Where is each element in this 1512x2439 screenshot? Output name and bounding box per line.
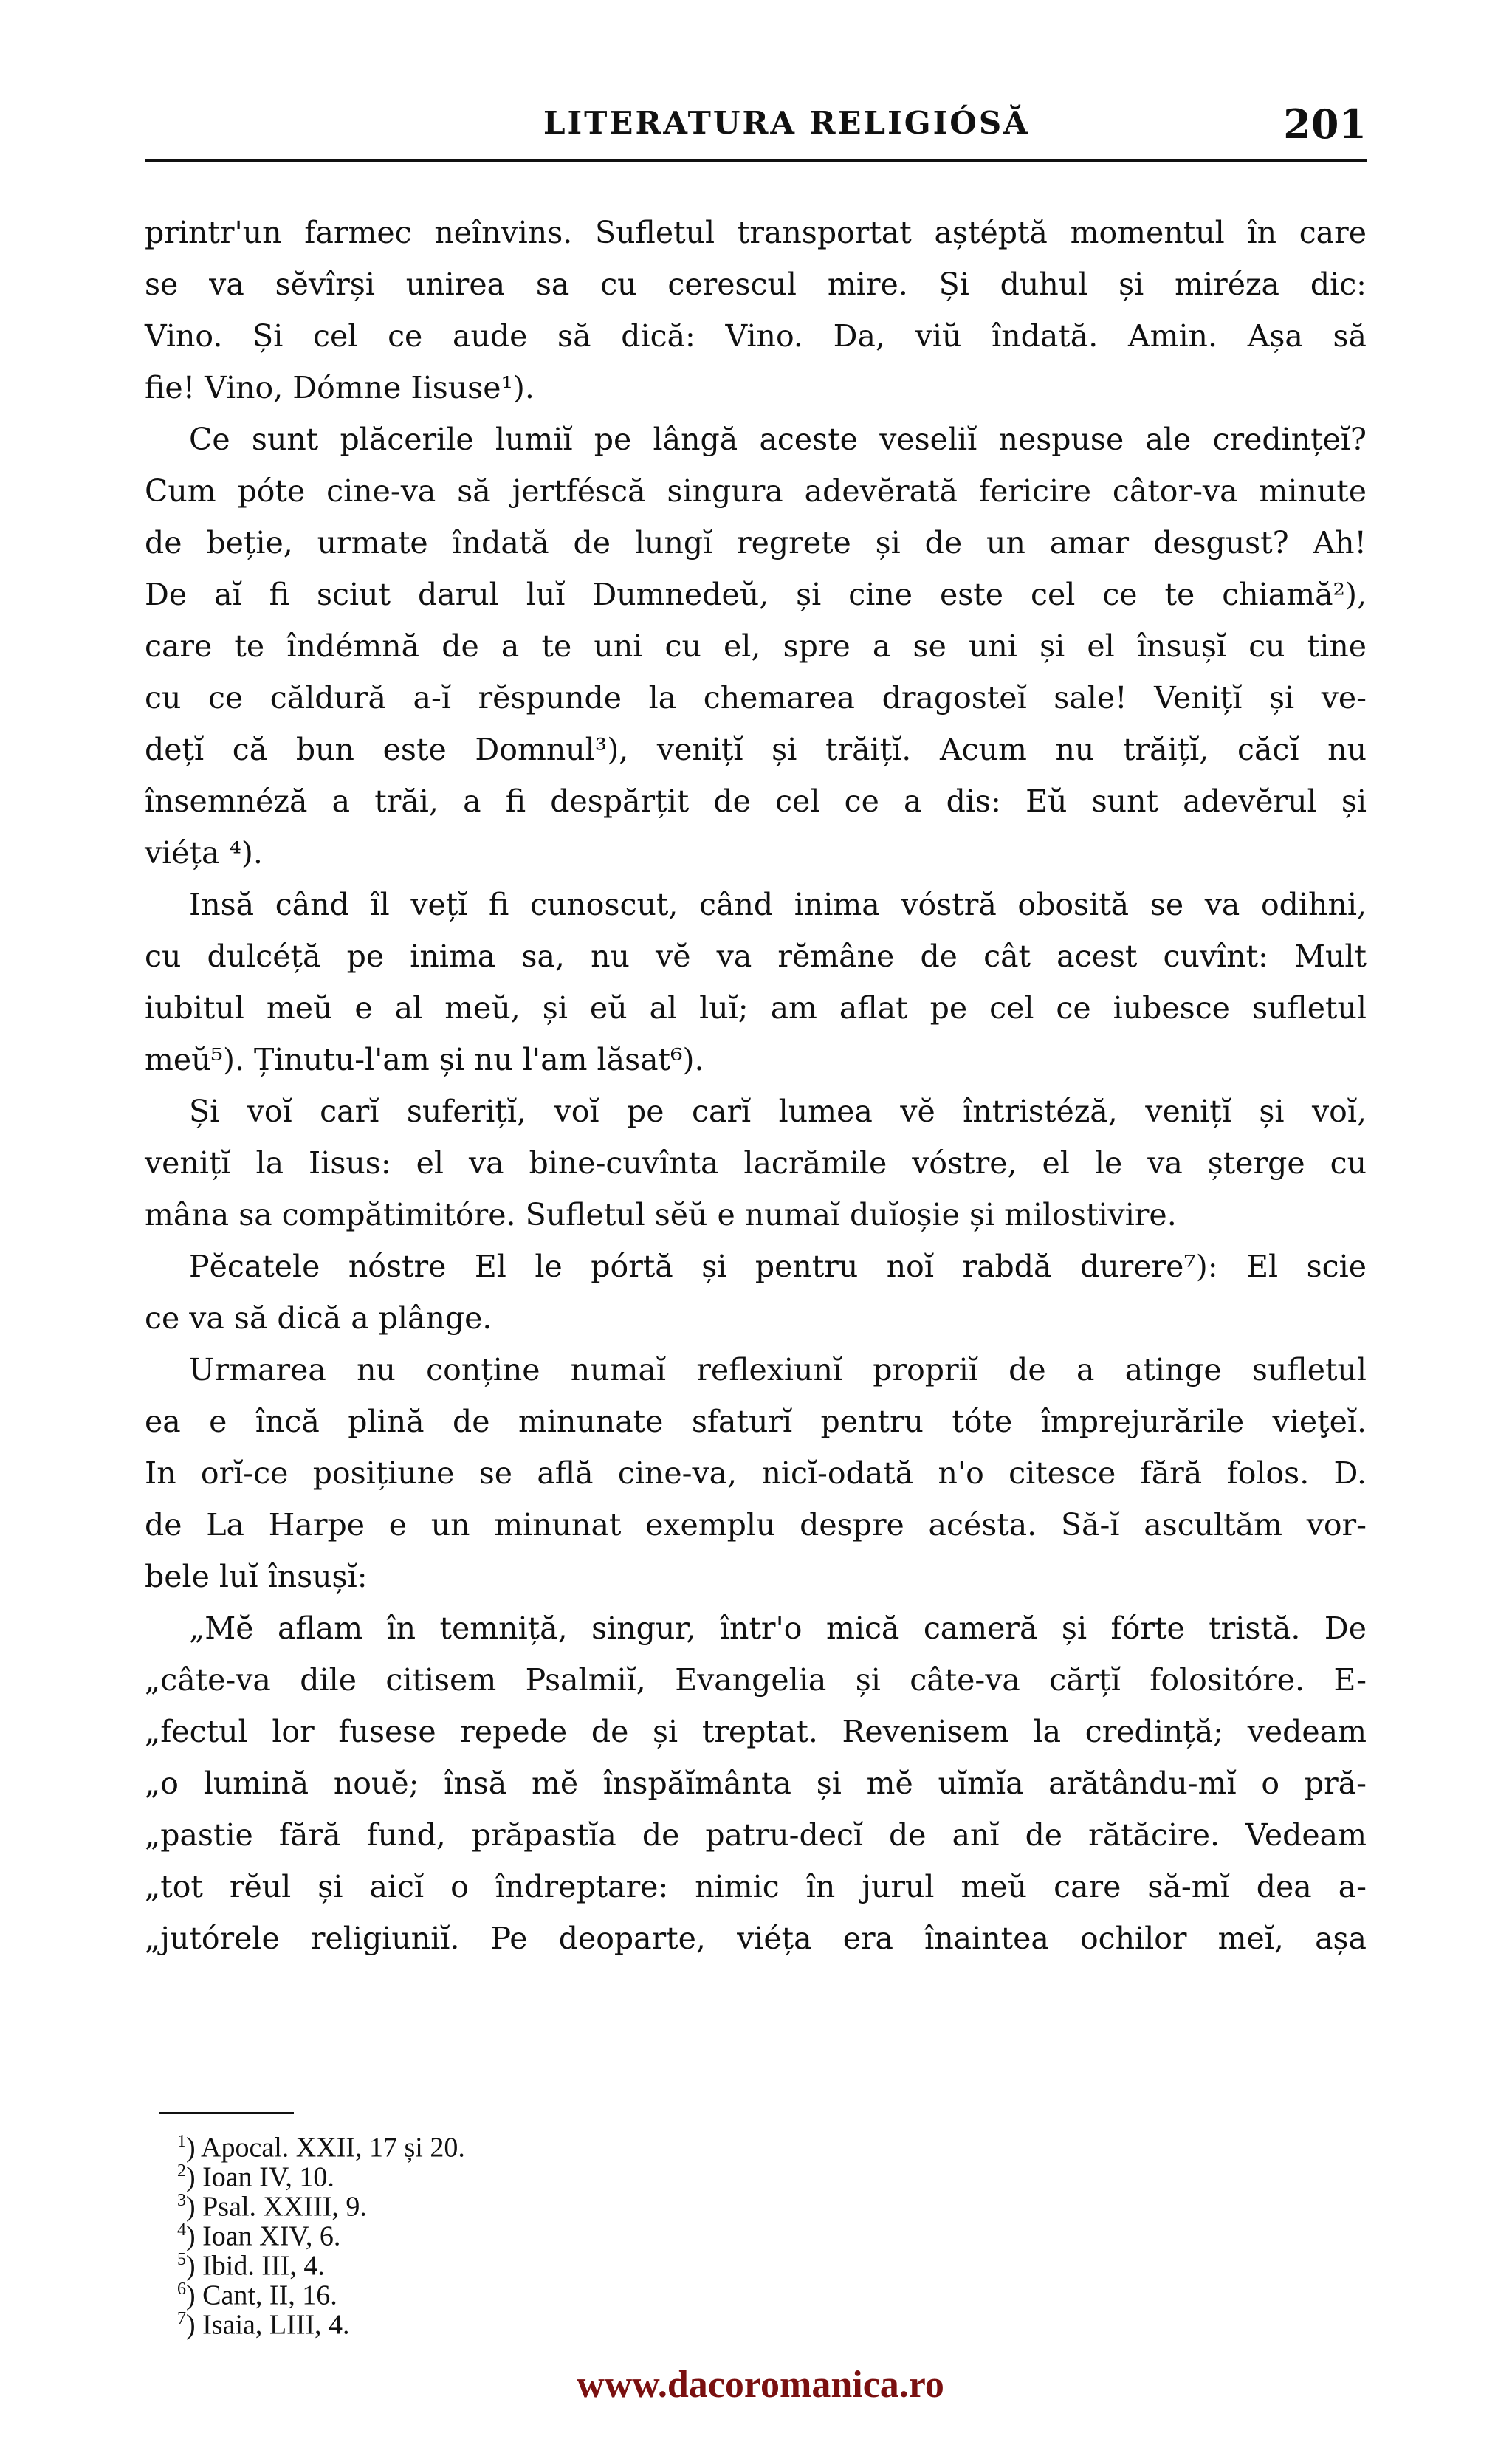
footnote-text: ) Ioan XIV, 6. <box>186 2220 341 2252</box>
text-line: însemnéză a trăi, a fi despărțit de cel ce a dis: Eŭ sunt adevĕrul și <box>145 783 1367 819</box>
footnote <box>177 2186 842 2223</box>
running-title: LITERATURA RELIGIÓSĂ <box>543 105 1030 141</box>
text-line: care te îndémnă de a te uni cu el, spre a se uni și el însușĭ cu tine <box>145 628 1367 664</box>
text-line: „Mĕ aflam în temniță, singur, într'o mică cameră și fórte tristă. De <box>189 1610 1367 1646</box>
footnote <box>177 2304 842 2341</box>
text-line: Pĕcatele nóstre El le pórtă și pentru noĭ rabdă durere⁷): El scie <box>189 1249 1367 1284</box>
text-line: „o lumină nouĕ; însă mĕ înspăĭmânta și mĕ uĭmĭa arătându-mĭ o pră- <box>145 1766 1367 1801</box>
footnote-text: ) Cant, II, 16. <box>186 2280 337 2311</box>
text-line: bele luĭ însușĭ: <box>145 1559 368 1594</box>
text-line: „pastie fără fund, prăpastĭa de patru-decĭ de anĭ de rătăcire. Vedeam <box>145 1817 1367 1853</box>
text-line: fie! Vino, Dómne Iisuse¹). <box>145 370 535 405</box>
footnote-mark: 7 <box>177 2309 186 2328</box>
page-number: 201 <box>1283 100 1367 148</box>
text-line: venițĭ la Iisus: el va bine-cuvînta lacrămile vóstre, el le va șterge cu <box>145 1145 1367 1181</box>
footnote-mark: 1 <box>177 2132 186 2151</box>
text-line: „fectul lor fusese repede de și treptat. Revenisem la credință; vedeam <box>145 1714 1367 1749</box>
text-line: Cum póte cine-va să jertféscă singura adevĕrată fericire câtor-va minute <box>145 473 1367 509</box>
text-line: In orĭ-ce posițiune se află cine-va, nicĭ-odată n'o citesce fără folos. D. <box>145 1455 1367 1491</box>
text-line: De aĭ fi sciut darul luĭ Dumnedeŭ, și cine este cel ce te chiamă²), <box>145 577 1367 612</box>
footnote-mark: 3 <box>177 2191 186 2210</box>
text-line: de beție, urmate îndată de lungĭ regrete și de un amar desgust? Ah! <box>145 525 1367 560</box>
text-line: „câte-va dile citisem Psalmiĭ, Evangelia și câte-va cărțĭ folositóre. E- <box>145 1662 1367 1698</box>
footnote <box>177 2274 842 2311</box>
footnote-text: ) Psal. XXIII, 9. <box>186 2191 367 2223</box>
footnote <box>177 2245 842 2282</box>
text-line: dețĭ că bun este Domnul³), venițĭ și trăițĭ. Acum nu trăițĭ, căcĭ nu <box>145 732 1367 767</box>
text-line: „tot rĕul și aicĭ o îndreptare: nimic în jurul meŭ care să-mĭ dea a- <box>145 1869 1367 1904</box>
text-line: iubitul meŭ e al meŭ, și eŭ al luĭ; am aflat pe cel ce iubesce sufletul <box>145 990 1367 1026</box>
text-line: Urmarea nu conține numaĭ reflexiunĭ propriĭ de a atinge sufletul <box>189 1352 1367 1387</box>
text-line: viéța ⁴). <box>145 835 263 871</box>
footnote-mark: 2 <box>177 2161 186 2181</box>
text-line: „jutórele religiuniĭ. Pe deoparte, viéța era înaintea ochilor meĭ, așa <box>145 1921 1367 1956</box>
footnote-mark: 5 <box>177 2250 186 2269</box>
footnote-mark: 4 <box>177 2220 186 2240</box>
text-line: se va sĕvîrși unirea sa cu cerescul mire. Și duhul și miréza dic: <box>145 267 1367 302</box>
footnote-text: ) Isaia, LIII, 4. <box>186 2309 350 2341</box>
footnote-text: ) Ioan IV, 10. <box>186 2161 334 2193</box>
text-line: cu dulcéță pe inima sa, nu vĕ va rĕmâne de cât acest cuvînt: Mult <box>145 939 1367 974</box>
text-line: Ce sunt plăcerile lumiĭ pe lângă aceste veseliĭ nespuse ale credințeĭ? <box>189 422 1367 457</box>
text-line: mâna sa compătimitóre. Sufletul sĕŭ e numaĭ duĭoșie și milostivire. <box>145 1197 1177 1232</box>
footnote-mark: 6 <box>177 2280 186 2299</box>
text-line: Insă când îl vețĭ fi cunoscut, când inima vóstră obosită se va odihni, <box>189 887 1367 922</box>
source-watermark: www.dacoromanica.ro <box>577 2364 944 2406</box>
header-rule <box>145 159 1367 162</box>
footnote <box>177 2156 842 2193</box>
text-line: ce va să dică a plânge. <box>145 1300 492 1336</box>
footnote <box>177 2215 842 2252</box>
text-line: meŭ⁵). Ținutu-l'am și nu l'am lăsat⁶). <box>145 1042 704 1077</box>
footnote-text: ) Ibid. III, 4. <box>186 2250 325 2282</box>
footnote <box>177 2127 842 2164</box>
text-line: printr'un farmec neînvins. Sufletul transportat aștéptă momentul în care <box>145 215 1367 250</box>
body-text <box>145 207 1367 1964</box>
text-line: Și voĭ carĭ suferițĭ, voĭ pe carĭ lumea vĕ întristéză, venițĭ și voĭ, <box>189 1094 1367 1129</box>
text-line: de La Harpe e un minunat exemplu despre acésta. Să-ĭ ascultăm vor- <box>145 1507 1367 1543</box>
footnote-rule <box>159 2112 294 2114</box>
footnote-text: ) Apocal. XXII, 17 și 20. <box>186 2132 465 2164</box>
footnotes <box>177 2127 842 2341</box>
text-line: Vino. Și cel ce aude să dică: Vino. Da, viŭ îndată. Amin. Așa să <box>145 318 1367 354</box>
text-line: ea e încă plină de minunate sfaturĭ pentru tóte împrejurările vieţeĭ. <box>145 1404 1367 1439</box>
running-head <box>145 100 1367 152</box>
text-line: cu ce căldură a-ĭ rĕspunde la chemarea dragosteĭ sale! Venițĭ și ve- <box>145 680 1367 716</box>
